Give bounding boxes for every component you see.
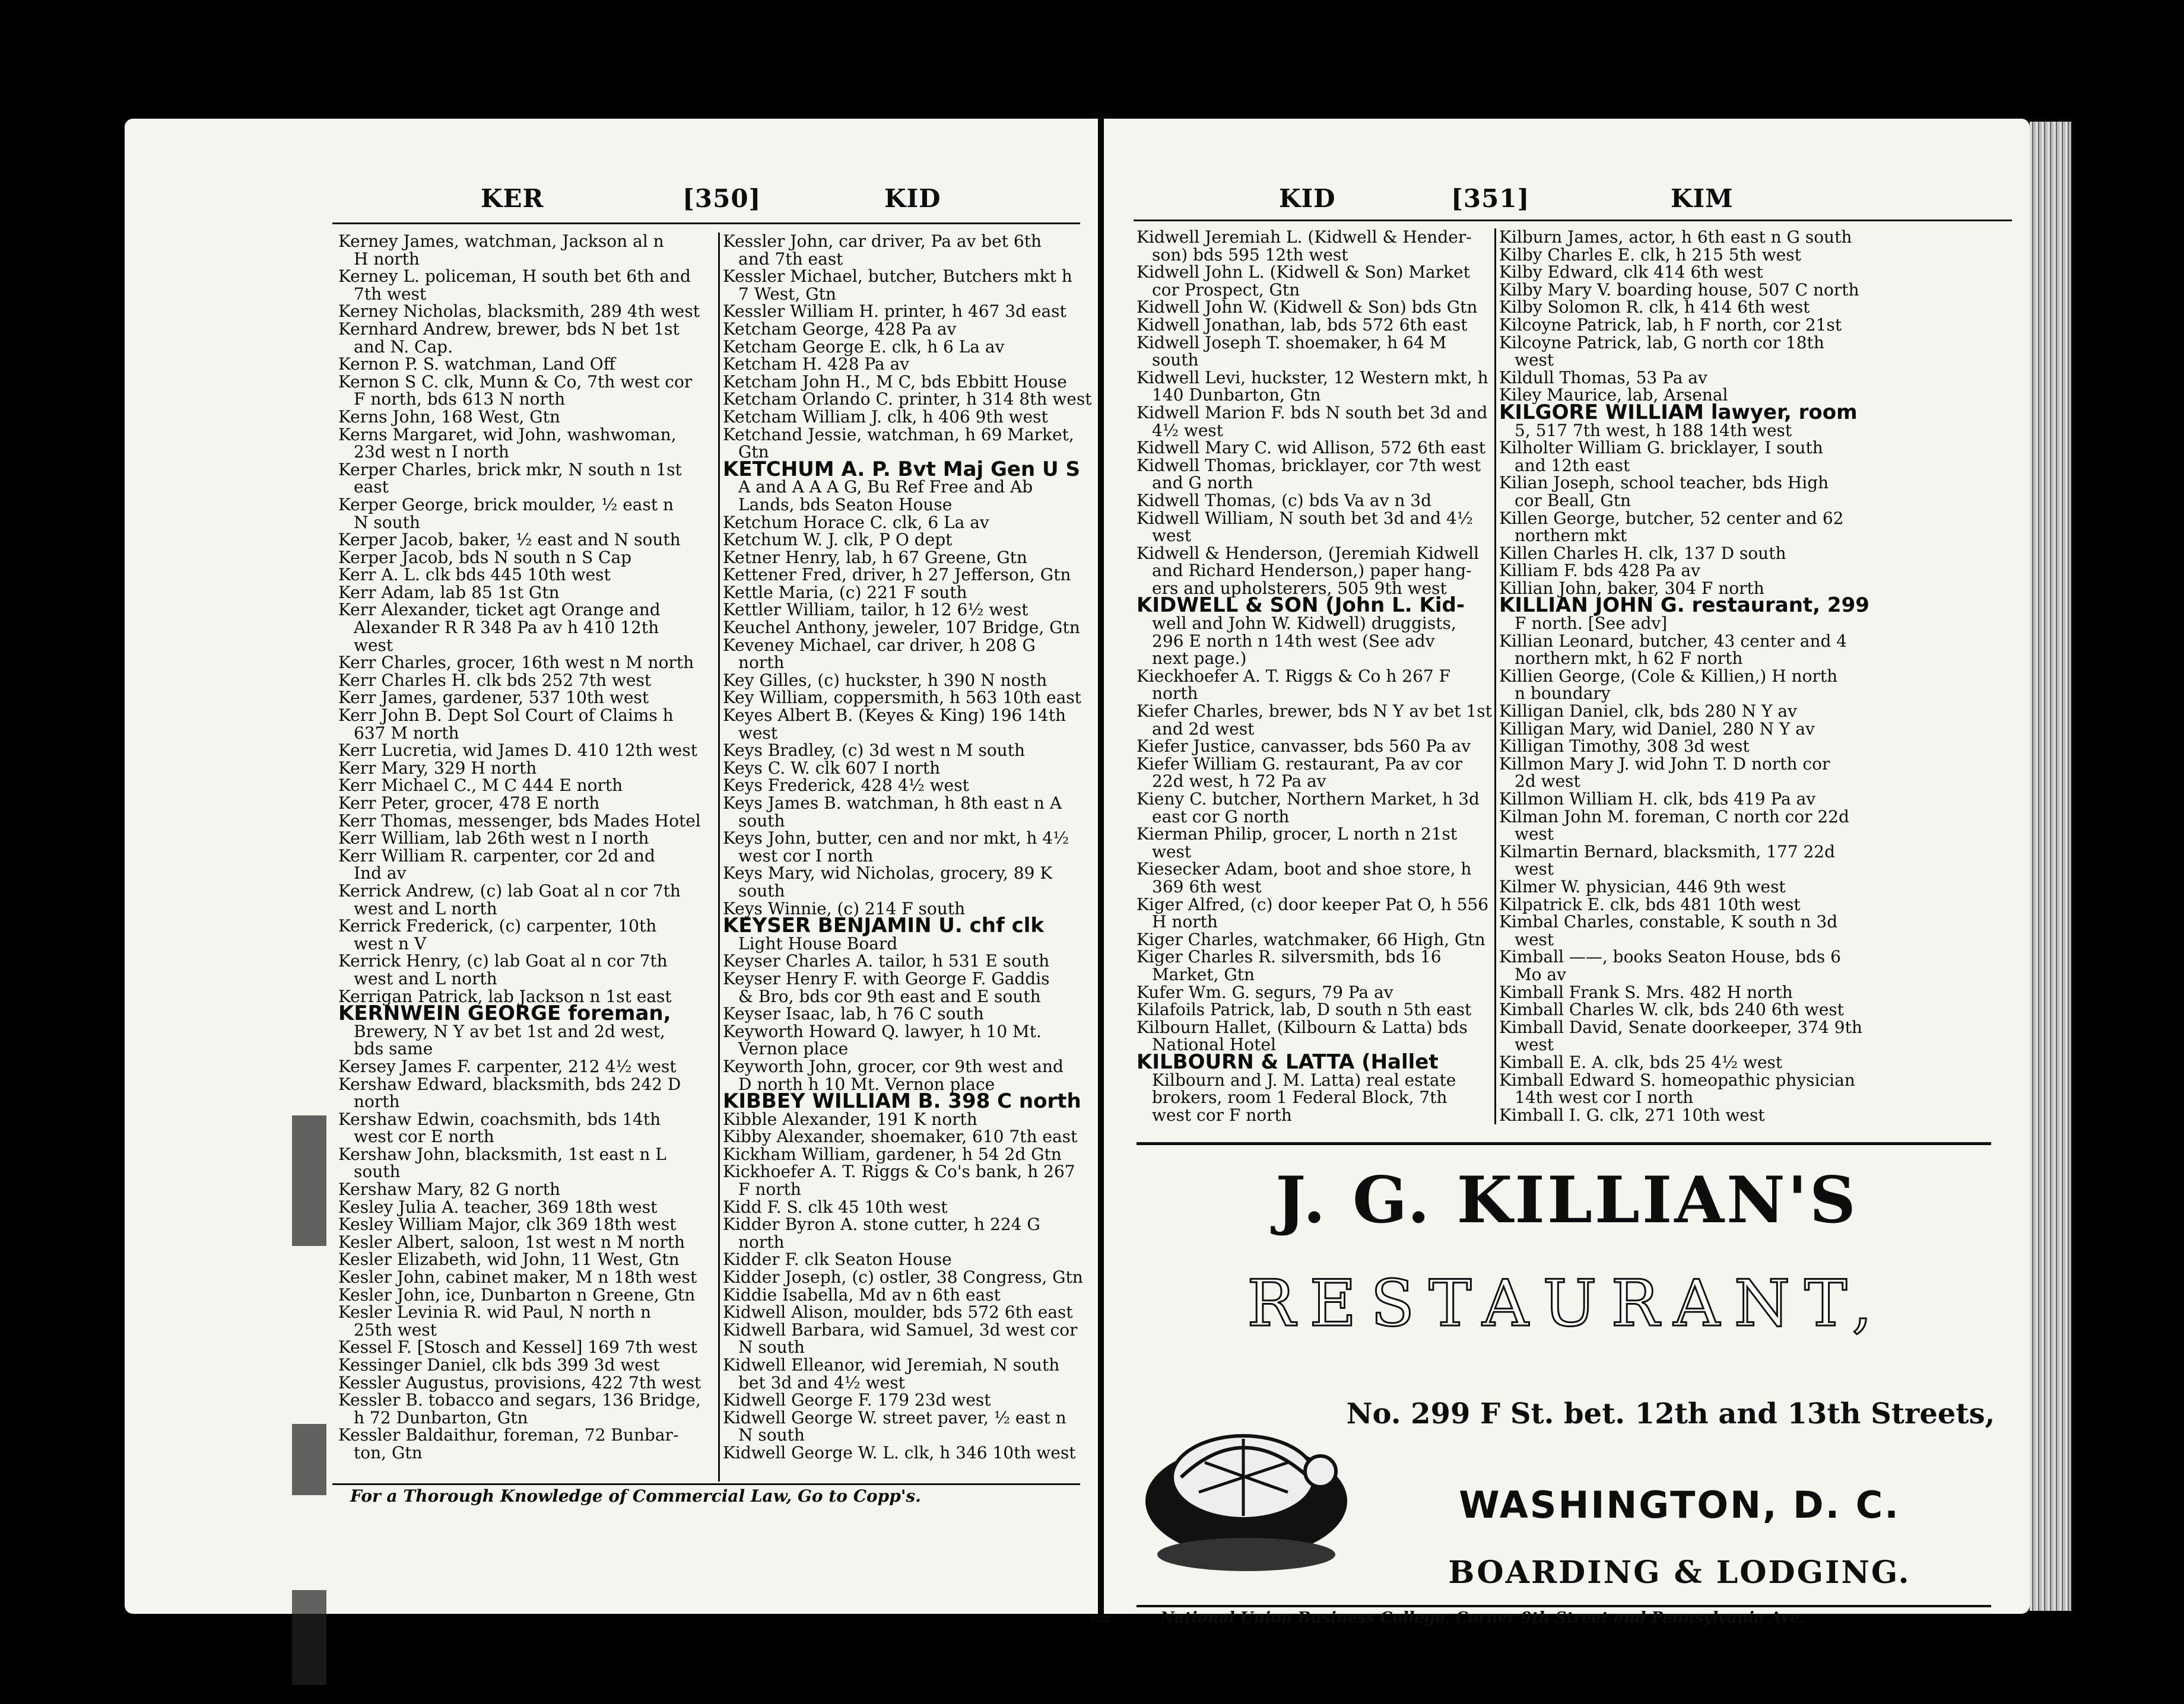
directory-entry: Kimball Edward S. homeopathic physician [1499, 1070, 1855, 1090]
spine-ink-marks [292, 451, 326, 1614]
directory-entry: Kidwell George W. L. clk, h 346 10th west [723, 1442, 1076, 1463]
directory-entry-continuation: National Hotel [1152, 1035, 1276, 1055]
directory-entry: Kieny C. butcher, Northern Market, h 3d [1137, 789, 1480, 809]
directory-entry: Keveney Michael, car driver, h 208 G [723, 635, 1036, 655]
directory-entry: Kilian Joseph, school teacher, bds High [1499, 473, 1829, 493]
ad-title: RESTAURANT, [1247, 1267, 1887, 1341]
left-footer: For a Thorough Knowledge of Commercial Law, Go to Copp's. [350, 1486, 921, 1506]
directory-entry: Ketchand Jessie, watchman, h 69 Market, [723, 424, 1074, 444]
directory-entry-continuation: northern mkt [1515, 526, 1627, 546]
directory-entry: Ketcham William J. clk, h 406 9th west [723, 406, 1048, 427]
directory-entry-continuation: north [738, 1232, 785, 1252]
directory-entry: Kessinger Daniel, clk bds 399 3d west [338, 1355, 660, 1375]
directory-entry-continuation: 369 6th west [1152, 876, 1262, 896]
directory-entry: Killigan Timothy, 308 3d west [1499, 736, 1750, 756]
directory-entry: Kimball David, Senate doorkeeper, 374 9th [1499, 1017, 1862, 1037]
directory-entry-continuation: cor Prospect, Gtn [1152, 279, 1300, 300]
directory-entry: Kesler Elizabeth, wid John, 11 West, Gtn [338, 1250, 680, 1270]
directory-entry: Kidder Joseph, (c) ostler, 38 Congress, Gtn [723, 1267, 1083, 1287]
directory-entry: Kernhard Andrew, brewer, bds N bet 1st [338, 319, 680, 339]
directory-entry-continuation: Kilbourn and J. M. Latta) real estate [1152, 1070, 1456, 1090]
directory-entry-continuation: h 72 Dunbarton, Gtn [354, 1407, 528, 1428]
directory-entry: Kidwell Levi, huckster, 12 Western mkt, h [1137, 367, 1488, 387]
directory-entry: Kiley Maurice, lab, Arsenal [1499, 385, 1728, 405]
directory-entry: Kilby Solomon R. clk, h 414 6th west [1499, 297, 1810, 317]
directory-entry: Keys Frederick, 428 4½ west [723, 775, 969, 796]
directory-entry: Killen George, butcher, 52 center and 62 [1499, 508, 1844, 528]
directory-entry: Ketchum W. J. clk, P O dept [723, 530, 953, 550]
directory-entry: Kibby Alexander, shoemaker, 610 7th east [723, 1127, 1078, 1147]
directory-entry: Kimball I. G. clk, 271 10th west [1499, 1105, 1765, 1125]
directory-entry-continuation: N south [354, 512, 420, 532]
directory-entry: Kilafoils Patrick, lab, D south n 5th east [1137, 1000, 1472, 1020]
directory-entry: Kidwell Mary C. wid Allison, 572 6th east [1137, 438, 1485, 458]
directory-entry: Kerr Alexander, ticket agt Orange and [338, 600, 661, 620]
directory-entry-continuation: west and L north [354, 898, 497, 918]
directory-entry-continuation: south [354, 1162, 401, 1182]
directory-entry: Keyworth Howard Q. lawyer, h 10 Mt. [723, 1021, 1042, 1041]
directory-entry: Kidwell William, N south bet 3d and 4½ [1137, 508, 1473, 528]
left-header-page-number: [350] [682, 184, 761, 213]
directory-entry: Kiddie Isabella, Md av n 6th east [723, 1285, 1001, 1305]
directory-entry-continuation: next page.) [1152, 648, 1247, 669]
directory-entry-continuation: northern mkt, h 62 F north [1515, 648, 1743, 669]
directory-entry: Kidwell John W. (Kidwell & Son) bds Gtn [1137, 297, 1478, 317]
directory-entry-continuation: ton, Gtn [354, 1442, 423, 1463]
directory-entry-continuation: H north [354, 249, 420, 269]
directory-entry-continuation: H north [1152, 912, 1218, 932]
directory-entry-continuation: north [1152, 683, 1198, 704]
directory-entry-continuation: A and A A A G, Bu Ref Free and Ab [738, 477, 1033, 497]
directory-entry-continuation: n boundary [1515, 683, 1611, 704]
directory-entry-continuation: D north h 10 Mt. Vernon place [738, 1074, 995, 1094]
directory-entry: Killian Leonard, butcher, 43 center and 4 [1499, 631, 1847, 651]
directory-entry: Kesler John, cabinet maker, M n 18th west [338, 1267, 697, 1287]
directory-entry-continuation: Alexander R R 348 Pa av h 410 12th [354, 618, 659, 638]
directory-entry: Kerrigan Patrick, lab Jackson n 1st east [338, 986, 672, 1006]
directory-entry: Keys Bradley, (c) 3d west n M south [723, 740, 1026, 761]
directory-entry: Kiefer Justice, canvasser, bds 560 Pa av [1137, 736, 1471, 756]
directory-entry: Key William, coppersmith, h 563 10th east [723, 688, 1081, 708]
directory-entry-bold: KETCHUM A. P. Bvt Maj Gen U S [723, 457, 1080, 481]
directory-entry-continuation: and Richard Henderson,) paper hang- [1152, 561, 1472, 581]
directory-entry: Kidwell George W. street paver, ½ east n [723, 1407, 1066, 1428]
directory-entry: Kilby Charles E. clk, h 215 5th west [1499, 244, 1801, 265]
directory-entry-continuation: N south [738, 1337, 805, 1358]
right-footer: National Union Business College, Corner 9th Street and Pennsylvania Ave. [1160, 1609, 1805, 1627]
directory-entry: Kibble Alexander, 191 K north [723, 1109, 977, 1129]
directory-entry: Kersey James F. carpenter, 212 4½ west [338, 1056, 677, 1076]
directory-entry: Kerr A. L. clk bds 445 10th west [338, 565, 611, 585]
directory-entry: Kilcoyne Patrick, lab, G north cor 18th [1499, 332, 1824, 352]
directory-entry: Kessler William H. printer, h 467 3d east [723, 301, 1066, 322]
directory-entry-bold: KIDWELL & SON (John L. Kid- [1137, 593, 1465, 618]
directory-entry: Kerper Charles, brick mkr, N south n 1st [338, 459, 682, 479]
left-header-rule [332, 222, 1080, 224]
directory-entry-continuation: west n V [354, 933, 427, 953]
directory-entry: Kerper Jacob, baker, ½ east and N south [338, 530, 681, 550]
directory-entry: Ketcham Orlando C. printer, h 314 8th west [723, 389, 1092, 409]
page-edges [2030, 122, 2071, 1611]
directory-entry: Kidwell George F. 179 23d west [723, 1390, 991, 1410]
directory-entry: Kidd F. S. clk 45 10th west [723, 1197, 948, 1217]
directory-entry: Killigan Daniel, clk, bds 280 N Y av [1499, 701, 1797, 721]
directory-entry-continuation: west [1515, 824, 1554, 844]
directory-entry-continuation: east [354, 477, 389, 497]
left-header-left: KER [481, 184, 544, 213]
directory-entry-continuation: east cor G north [1152, 806, 1290, 826]
directory-entry: Kerrick Henry, (c) lab Goat al n cor 7th [338, 951, 668, 971]
directory-entry: Kidder Byron A. stone cutter, h 224 G [723, 1215, 1040, 1235]
directory-entry: Kerr Mary, 329 H north [338, 758, 537, 778]
directory-entry: Kesler Albert, saloon, 1st west n M north [338, 1232, 685, 1252]
directory-entry: Kidwell Barbara, wid Samuel, 3d west cor [723, 1320, 1078, 1340]
directory-entry: Kiefer Charles, brewer, bds N Y av bet 1st [1137, 701, 1492, 721]
directory-entry-continuation: west cor E north [354, 1127, 494, 1147]
directory-entry-continuation: brokers, room 1 Federal Block, 7th [1152, 1088, 1447, 1108]
directory-entry: Kessler John, car driver, Pa av bet 6th [723, 231, 1042, 251]
left-column-divider [718, 233, 720, 1482]
directory-entry-continuation: Lands, bds Seaton House [738, 494, 953, 514]
directory-entry-continuation: and G north [1152, 473, 1253, 493]
directory-entry: Kilby Edward, clk 414 6th west [1499, 262, 1763, 282]
directory-entry: Kerney James, watchman, Jackson al n [338, 231, 664, 251]
turtle-engraving-icon [1139, 1382, 1353, 1578]
directory-entry: Kiger Charles, watchmaker, 66 High, Gtn [1137, 929, 1485, 949]
directory-entry: Kerns Margaret, wid John, washwoman, [338, 424, 677, 444]
directory-entry: Keuchel Anthony, jeweler, 107 Bridge, Gtn [723, 618, 1080, 638]
directory-entry: Kerr Michael C., M C 444 E north [338, 775, 623, 796]
directory-entry-continuation: west [1152, 526, 1192, 546]
directory-entry-continuation: west [738, 723, 778, 743]
directory-entry: Keyser Henry F. with George F. Gaddis [723, 968, 1050, 988]
directory-entry-continuation: 5, 517 7th west, h 188 14th west [1515, 420, 1792, 440]
directory-entry-continuation: F north, bds 613 N north [354, 389, 566, 409]
directory-entry: Ketcham H. 428 Pa av [723, 354, 910, 374]
directory-entry: Killian John, baker, 304 F north [1499, 578, 1764, 598]
directory-entry: Keys C. W. clk 607 I north [723, 758, 941, 778]
directory-entry: Keyes Albert B. (Keyes & King) 196 14th [723, 705, 1066, 726]
directory-entry: Kimball Frank S. Mrs. 482 H north [1499, 982, 1793, 1002]
directory-entry: Kiger Charles R. silversmith, bds 16 [1137, 947, 1442, 967]
directory-entry: Kilburn James, actor, h 6th east n G south [1499, 227, 1852, 247]
left-bottom-rule [332, 1483, 1080, 1485]
directory-entry: Kerr Charles H. clk bds 252 7th west [338, 670, 652, 690]
directory-entry-continuation: bet 3d and 4½ west [738, 1372, 905, 1393]
directory-entry: Kidwell Joseph T. shoemaker, h 64 M [1137, 332, 1447, 352]
directory-entry: Kerr Charles, grocer, 16th west n M north [338, 653, 694, 673]
directory-entry: Kernon P. S. watchman, Land Off [338, 354, 615, 374]
directory-entry: Kesler John, ice, Dunbarton n Greene, Gtn [338, 1285, 696, 1305]
directory-entry: Kerney L. policeman, H south bet 6th and [338, 266, 691, 287]
directory-entry: Kerns John, 168 West, Gtn [338, 406, 560, 427]
left-column-2 [723, 231, 1092, 1482]
directory-entry: Keyser Charles A. tailor, h 531 E south [723, 951, 1050, 971]
directory-entry: Kerper Jacob, bds N south n S Cap [338, 547, 632, 567]
killian-advertisement [1104, 119, 2030, 1614]
directory-entry: Kieckhoefer A. T. Riggs & Co h 267 F [1137, 666, 1451, 686]
directory-entry-continuation: south [738, 880, 785, 901]
directory-entry: Kidwell Elleanor, wid Jeremiah, N south [723, 1355, 1060, 1375]
directory-entry: Key Gilles, (c) huckster, h 390 N nosth [723, 670, 1047, 690]
directory-entry-bold: KERNWEIN GEORGE foreman, [338, 1002, 671, 1026]
directory-entry-bold: KILLIAN JOHN G. restaurant, 299 [1499, 593, 1869, 618]
directory-entry: Ketner Henry, lab, h 67 Greene, Gtn [723, 547, 1027, 567]
directory-entry-continuation: F north [738, 1180, 801, 1200]
directory-entry: Kettler William, tailor, h 12 6½ west [723, 600, 1028, 620]
left-header-right: KID [884, 184, 941, 213]
directory-entry: Kessel F. [Stosch and Kessel] 169 7th west [338, 1337, 697, 1358]
directory-entry: Kilmer W. physician, 446 9th west [1499, 876, 1786, 896]
directory-entry: Kessler Michael, butcher, Butchers mkt h [723, 266, 1072, 287]
directory-entry-continuation: & Bro, bds cor 9th east and E south [738, 986, 1041, 1006]
directory-entry: Kerrick Andrew, (c) lab Goat al n cor 7th [338, 880, 681, 901]
directory-entry-continuation: well and John W. Kidwell) druggists, [1152, 613, 1456, 634]
directory-entry: Kerney Nicholas, blacksmith, 289 4th west [338, 301, 700, 322]
directory-entry-continuation: 7 West, Gtn [738, 284, 836, 304]
directory-entry: Keys John, butter, cen and nor mkt, h 4½ [723, 828, 1069, 848]
directory-entry-continuation: ers and upholsterers, 505 9th west [1152, 578, 1447, 598]
directory-entry: Kickhoefer A. T. Riggs & Co's bank, h 267 [723, 1162, 1075, 1182]
directory-entry-continuation: 637 M north [354, 723, 459, 743]
directory-entry: Killen Charles H. clk, 137 D south [1499, 543, 1786, 563]
directory-entry-continuation: south [738, 810, 785, 831]
directory-entry-continuation: west [1152, 841, 1192, 861]
directory-entry-continuation: west cor I north [738, 845, 874, 866]
directory-entry: Ketchum Horace C. clk, 6 La av [723, 512, 989, 532]
directory-entry: Kesley Julia A. teacher, 369 18th west [338, 1197, 658, 1217]
directory-entry: Kimbal Charles, constable, K south n 3d [1499, 912, 1838, 932]
directory-entry: Kerrick Frederick, (c) carpenter, 10th [338, 916, 657, 936]
directory-entry-continuation: west [1515, 929, 1554, 949]
directory-entry: Kernon S C. clk, Munn & Co, 7th west cor [338, 371, 693, 392]
directory-entry-continuation: west [1515, 1035, 1554, 1055]
directory-entry-continuation: west and L north [354, 968, 497, 988]
directory-entry: Kershaw Edwin, coachsmith, bds 14th [338, 1109, 661, 1129]
directory-entry: Kickham William, gardener, h 54 2d Gtn [723, 1144, 1062, 1164]
directory-entry: Kerr William R. carpenter, cor 2d and [338, 845, 655, 866]
directory-entry: Kerr Lucretia, wid James D. 410 12th west [338, 740, 697, 761]
directory-entry: Kerper George, brick moulder, ½ east n [338, 494, 674, 514]
directory-entry: Kierman Philip, grocer, L north n 21st [1137, 824, 1458, 844]
directory-entry: Kilbourn Hallet, (Kilbourn & Latta) bds [1137, 1017, 1468, 1037]
directory-entry-continuation: west [354, 635, 393, 655]
directory-entry-continuation: Market, Gtn [1152, 964, 1255, 984]
directory-entry-continuation: 14th west cor I north [1515, 1088, 1694, 1108]
directory-entry-continuation: and N. Cap. [354, 336, 453, 357]
directory-entry-continuation: and 2d west [1152, 719, 1255, 739]
directory-entry-continuation: Brewery, N Y av bet 1st and 2d west, [354, 1021, 665, 1041]
directory-entry: Killien George, (Cole & Killien,) H north [1499, 666, 1838, 686]
directory-entry: Killiam F. bds 428 Pa av [1499, 561, 1700, 581]
directory-entry: Ketcham John H., M C, bds Ebbitt House [723, 371, 1067, 392]
directory-entry: Kettle Maria, (c) 221 F south [723, 582, 967, 602]
directory-entry-bold: KIBBEY WILLIAM B. 398 C north [723, 1089, 1081, 1114]
directory-entry-continuation: N south [738, 1425, 805, 1445]
directory-entry: Kidder F. clk Seaton House [723, 1250, 952, 1270]
directory-entry: Kildull Thomas, 53 Pa av [1499, 367, 1707, 387]
directory-entry: Kilcoyne Patrick, lab, h F north, cor 21st [1499, 314, 1842, 335]
directory-entry: Kidwell John L. (Kidwell & Son) Market [1137, 262, 1470, 282]
directory-entry-bold: KILGORE WILLIAM lawyer, room [1499, 400, 1858, 424]
directory-entry: Kidwell Thomas, (c) bds Va av n 3d [1137, 490, 1431, 510]
directory-entry: Kerr Adam, lab 85 1st Gtn [338, 582, 560, 602]
directory-entry-continuation: Gtn [738, 442, 769, 462]
ad-services: BOARDING & LODGING. [1448, 1554, 1911, 1591]
directory-entry-continuation: Vernon place [738, 1039, 849, 1059]
ad-address: No. 299 F St. bet. 12th and 13th Streets, [1346, 1397, 1995, 1430]
directory-entry: Keys Mary, wid Nicholas, grocery, 89 K [723, 863, 1053, 883]
left-column-1 [338, 233, 713, 1482]
directory-entry: Keyser Isaac, lab, h 76 C south [723, 1004, 984, 1024]
directory-entry: Kessler Baldaithur, foreman, 72 Bunbar- [338, 1425, 679, 1445]
right-header-page-number: [351] [1451, 184, 1530, 213]
directory-entry: Keys Winnie, (c) 214 F south [723, 898, 966, 918]
directory-entry-continuation: 4½ west [1152, 420, 1224, 440]
directory-entry: Kesler Levinia R. wid Paul, N north n [338, 1302, 652, 1322]
directory-entry-continuation: cor Beall, Gtn [1515, 490, 1631, 510]
directory-entry: Kimball Charles W. clk, bds 240 6th west [1499, 1000, 1844, 1020]
directory-entry: Kessler B. tobacco and segars, 136 Bridge, [338, 1390, 701, 1410]
directory-entry: Kiefer William G. restaurant, Pa av cor [1137, 754, 1463, 774]
directory-entry: Kidwell Thomas, bricklayer, cor 7th west [1137, 455, 1481, 475]
directory-entry-continuation: 296 E north n 14th west (See adv [1152, 631, 1435, 651]
directory-entry-continuation: F north. [See adv] [1515, 613, 1668, 634]
directory-entry: Kilmartin Bernard, blacksmith, 177 22d [1499, 841, 1836, 861]
directory-entry: Kerr John B. Dept Sol Court of Claims h [338, 705, 674, 726]
directory-entry-continuation: 7th west [354, 284, 427, 304]
directory-entry: Kilby Mary V. boarding house, 507 C north [1499, 279, 1859, 300]
directory-entry: Kerr William, lab 26th west n I north [338, 828, 649, 848]
directory-entry-continuation: bds same [354, 1039, 433, 1059]
directory-entry: Killmon William H. clk, bds 419 Pa av [1499, 789, 1816, 809]
directory-entry: Kilholter William G. bricklayer, I south [1499, 438, 1823, 458]
directory-entry-continuation: and 7th east [738, 249, 843, 269]
directory-entry: Kidwell Jonathan, lab, bds 572 6th east [1137, 314, 1468, 335]
directory-entry: Kidwell Alison, moulder, bds 572 6th east [723, 1302, 1073, 1322]
directory-entry: Kilpatrick E. clk, bds 481 10th west [1499, 894, 1801, 914]
directory-entry: Kiger Alfred, (c) door keeper Pat O, h 556 [1137, 894, 1489, 914]
directory-entry-continuation: west cor F north [1152, 1105, 1292, 1125]
directory-entry-continuation: son) bds 595 12th west [1152, 244, 1348, 265]
right-page [1104, 119, 2030, 1627]
directory-entry: Kerr James, gardener, 537 10th west [338, 688, 649, 708]
directory-entry-continuation: north [738, 653, 785, 673]
right-header-left: KID [1279, 184, 1336, 213]
directory-entry-continuation: north [354, 1092, 400, 1112]
directory-entry: Killigan Mary, wid Daniel, 280 N Y av [1499, 719, 1815, 739]
ad-bottom-rule [1137, 1605, 1991, 1607]
directory-entry-continuation: west [1515, 350, 1554, 370]
directory-entry-continuation: Mo av [1515, 964, 1566, 984]
directory-entry: Kimball E. A. clk, bds 25 4½ west [1499, 1052, 1783, 1072]
ad-business-name: J. G. KILLIAN'S [1275, 1163, 1858, 1238]
left-page [125, 119, 1098, 1614]
directory-entry-continuation: and 12th east [1515, 455, 1630, 475]
directory-entry: Kidwell Jeremiah L. (Kidwell & Hender- [1137, 227, 1472, 247]
directory-entry: Killmon Mary J. wid John T. D north cor [1499, 754, 1830, 774]
directory-entry: Kettener Fred, driver, h 27 Jefferson, Gtn [723, 565, 1071, 585]
directory-entry-continuation: 2d west [1515, 771, 1580, 791]
directory-entry-bold: KEYSER BENJAMIN U. chf clk [723, 914, 1045, 938]
directory-entry: Ketcham George, 428 Pa av [723, 319, 957, 339]
directory-entry: Kerr Peter, grocer, 478 E north [338, 793, 600, 813]
directory-entry: Kerr Thomas, messenger, bds Mades Hotel [338, 810, 701, 831]
directory-entry: Keys James B. watchman, h 8th east n A [723, 793, 1062, 813]
directory-entry: Kimball ——, books Seaton House, bds 6 [1499, 947, 1841, 967]
directory-entry-continuation: Light House Board [738, 933, 898, 953]
directory-entry: Kershaw Edward, blacksmith, bds 242 D [338, 1074, 681, 1094]
directory-entry: Kessler Augustus, provisions, 422 7th west [338, 1372, 701, 1393]
directory-entry: Keyworth John, grocer, cor 9th west and [723, 1056, 1064, 1076]
directory-entry-continuation: 23d west n I north [354, 442, 509, 462]
directory-entry: Kiesecker Adam, boot and shoe store, h [1137, 859, 1472, 879]
ad-top-rule [1137, 1142, 1991, 1145]
directory-entry-bold: KILBOURN & LATTA (Hallet [1137, 1050, 1439, 1074]
directory-entry: Kidwell & Henderson, (Jeremiah Kidwell [1137, 543, 1479, 563]
right-header-right: KIM [1671, 184, 1734, 213]
directory-entry-continuation: Ind av [354, 863, 407, 883]
directory-entry-continuation: west [1515, 859, 1554, 879]
directory-entry: Kufer Wm. G. segurs, 79 Pa av [1137, 982, 1393, 1002]
directory-entry: Kershaw Mary, 82 G north [338, 1180, 561, 1200]
directory-entry-continuation: 22d west, h 72 Pa av [1152, 771, 1326, 791]
directory-entry-continuation: south [1152, 350, 1199, 370]
directory-entry: Kidwell Marion F. bds N south bet 3d and [1137, 402, 1488, 422]
directory-entry: Kesley William Major, clk 369 18th west [338, 1215, 677, 1235]
ad-city: WASHINGTON, D. C. [1459, 1483, 1900, 1527]
directory-entry: Ketcham George E. clk, h 6 La av [723, 336, 1005, 357]
directory-entry: Kershaw John, blacksmith, 1st east n L [338, 1144, 666, 1164]
directory-entry-continuation: 25th west [354, 1320, 437, 1340]
directory-entry-continuation: 140 Dunbarton, Gtn [1152, 385, 1321, 405]
directory-entry: Kilman John M. foreman, C north cor 22d [1499, 806, 1849, 826]
